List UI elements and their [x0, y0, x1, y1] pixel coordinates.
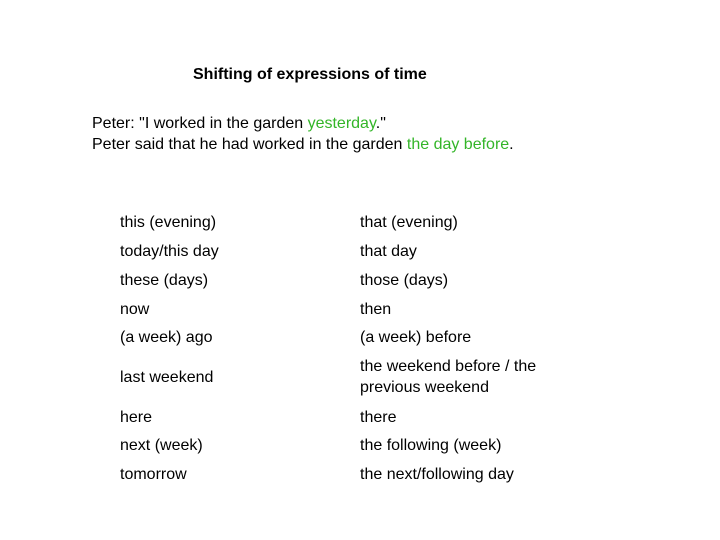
- reported-expression: there: [360, 409, 397, 426]
- table-row: [120, 356, 600, 398]
- reported-speech-line: [92, 134, 514, 155]
- reported-expression: the following (week): [360, 437, 502, 454]
- direct-expression: last weekend: [120, 369, 214, 386]
- direct-speech-line: [92, 113, 514, 134]
- reported-expression: that (evening): [360, 214, 458, 231]
- direct-expression: today/this day: [120, 243, 219, 260]
- reported-expression: (a week) before: [360, 329, 472, 346]
- reported-expression-line2: previous weekend: [360, 379, 489, 396]
- example-sentences: [92, 113, 514, 155]
- direct-expression: this (evening): [120, 214, 217, 231]
- direct-speech-text: Peter: "I worked in the garden: [92, 115, 308, 132]
- reported-expression: those (days): [360, 272, 449, 289]
- direct-expression: (a week) ago: [120, 329, 213, 346]
- reported-expression: the next/following day: [360, 466, 514, 483]
- direct-expression: tomorrow: [120, 466, 187, 483]
- reported-expression: then: [360, 301, 392, 318]
- direct-expression: now: [120, 301, 150, 318]
- page-title: Shifting of expressions of time: [193, 66, 427, 83]
- reported-expression: that day: [360, 243, 417, 260]
- direct-expression: here: [120, 409, 153, 426]
- direct-expression: these (days): [120, 272, 209, 289]
- direct-speech-end: .": [375, 115, 386, 132]
- direct-time-expression: yesterday: [307, 115, 376, 132]
- reported-expression: [360, 356, 536, 398]
- reported-expression-line1: the weekend before / the: [360, 358, 537, 375]
- direct-expression: next (week): [120, 437, 203, 454]
- reported-time-expression: the day before: [406, 136, 510, 153]
- reported-speech-text: Peter said that he had worked in the garden: [92, 136, 407, 153]
- reported-speech-end: .: [509, 136, 514, 153]
